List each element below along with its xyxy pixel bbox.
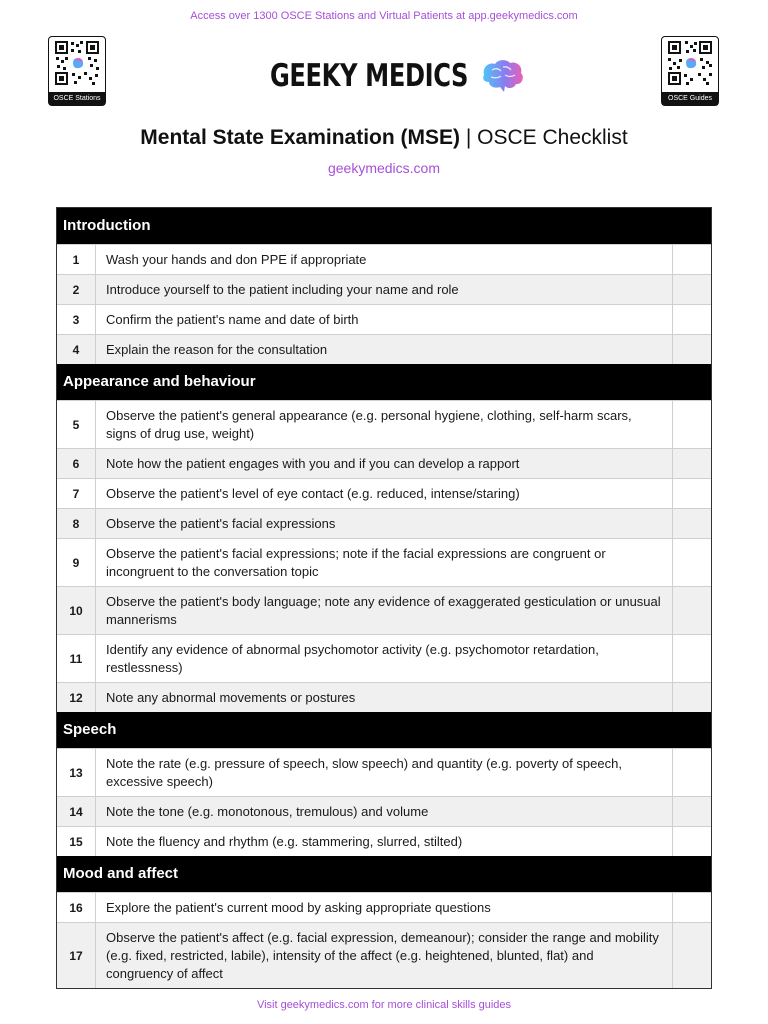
title-suffix: | OSCE Checklist (460, 126, 628, 149)
brain-logo-icon (478, 58, 526, 94)
title-main: Mental State Examination (MSE) (140, 126, 461, 149)
checklist-row (57, 448, 711, 478)
check-cell[interactable] (673, 827, 711, 856)
check-cell[interactable] (673, 275, 711, 304)
check-cell[interactable] (673, 245, 711, 274)
item-number: 12 (57, 683, 96, 712)
checklist-row (57, 508, 711, 538)
checklist-row (57, 334, 711, 364)
brand-header (0, 58, 768, 94)
item-text: Observe the patient's level of eye contact (e.g. reduced, intense/staring) (96, 479, 673, 508)
item-number: 7 (57, 479, 96, 508)
item-text: Note the rate (e.g. pressure of speech, slow speech) and quantity (e.g. poverty of speech, excessive speech) (96, 749, 673, 796)
item-number: 15 (57, 827, 96, 856)
item-text: Note any abnormal movements or postures (96, 683, 673, 712)
item-number: 9 (57, 539, 96, 586)
item-text: Introduce yourself to the patient including your name and role (96, 275, 673, 304)
check-cell[interactable] (673, 335, 711, 364)
footer-text: Visit geekymedics.com for more clinical skills guides (256, 999, 512, 1011)
item-number: 5 (57, 401, 96, 448)
checklist-row (57, 586, 711, 634)
osce-checklist (56, 207, 712, 989)
check-cell[interactable] (673, 401, 711, 448)
brand-name: GEEKY MEDICS (269, 58, 469, 94)
check-cell[interactable] (673, 479, 711, 508)
checklist-row (57, 892, 711, 922)
check-cell[interactable] (673, 683, 711, 712)
check-cell[interactable] (673, 587, 711, 634)
item-text: Observe the patient's facial expressions (96, 509, 673, 538)
top-banner: Access over 1300 OSCE Stations and Virtual Patients at app.geekymedics.com (190, 10, 578, 22)
checklist-row (57, 922, 711, 988)
item-number: 6 (57, 449, 96, 478)
item-text: Explain the reason for the consultation (96, 335, 673, 364)
check-cell[interactable] (673, 449, 711, 478)
item-text: Observe the patient's affect (e.g. facial expression, demeanour); consider the range and mobility (e.g. fixed, restricted, labile), intensity of the affect (e.g. heightened, blunted, flat) and congruency of affect (96, 923, 673, 988)
item-text: Explore the patient's current mood by asking appropriate questions (96, 893, 673, 922)
checklist-row (57, 400, 711, 448)
section-header: Appearance and behaviour (57, 364, 711, 400)
item-number: 14 (57, 797, 96, 826)
check-cell[interactable] (673, 509, 711, 538)
check-cell[interactable] (673, 539, 711, 586)
item-number: 10 (57, 587, 96, 634)
section-header: Mood and affect (57, 856, 711, 892)
item-number: 13 (57, 749, 96, 796)
item-number: 4 (57, 335, 96, 364)
checklist-row (57, 826, 711, 856)
checklist-row (57, 538, 711, 586)
item-text: Observe the patient's facial expressions; note if the facial expressions are congruent or incongruent to the conversation topic (96, 539, 673, 586)
item-number: 1 (57, 245, 96, 274)
item-number: 8 (57, 509, 96, 538)
checklist-row (57, 478, 711, 508)
site-link[interactable]: geekymedics.com (327, 160, 441, 176)
page-title (0, 126, 768, 150)
item-text: Note how the patient engages with you and if you can develop a rapport (96, 449, 673, 478)
section-header: Speech (57, 712, 711, 748)
item-text: Note the fluency and rhythm (e.g. stammering, slurred, stilted) (96, 827, 673, 856)
item-text: Wash your hands and don PPE if appropriate (96, 245, 673, 274)
item-number: 3 (57, 305, 96, 334)
check-cell[interactable] (673, 305, 711, 334)
section-header: Introduction (57, 208, 711, 244)
item-text: Observe the patient's body language; note any evidence of exaggerated gesticulation or unusual mannerisms (96, 587, 673, 634)
check-cell[interactable] (673, 923, 711, 988)
checklist-row (57, 244, 711, 274)
qr-caption: OSCE Stations (49, 92, 105, 105)
item-number: 16 (57, 893, 96, 922)
item-number: 11 (57, 635, 96, 682)
item-number: 17 (57, 923, 96, 988)
qr-caption: OSCE Guides (662, 92, 718, 105)
item-text: Note the tone (e.g. monotonous, tremulous) and volume (96, 797, 673, 826)
item-text: Identify any evidence of abnormal psychomotor activity (e.g. psychomotor retardation, restlessness) (96, 635, 673, 682)
check-cell[interactable] (673, 749, 711, 796)
check-cell[interactable] (673, 893, 711, 922)
checklist-row (57, 304, 711, 334)
checklist-row (57, 634, 711, 682)
item-text: Observe the patient's general appearance (e.g. personal hygiene, clothing, self-harm scars, signs of drug use, weight) (96, 401, 673, 448)
check-cell[interactable] (673, 635, 711, 682)
item-number: 2 (57, 275, 96, 304)
checklist-row (57, 682, 711, 712)
checklist-row (57, 796, 711, 826)
checklist-row (57, 748, 711, 796)
checklist-row (57, 274, 711, 304)
item-text: Confirm the patient's name and date of birth (96, 305, 673, 334)
check-cell[interactable] (673, 797, 711, 826)
